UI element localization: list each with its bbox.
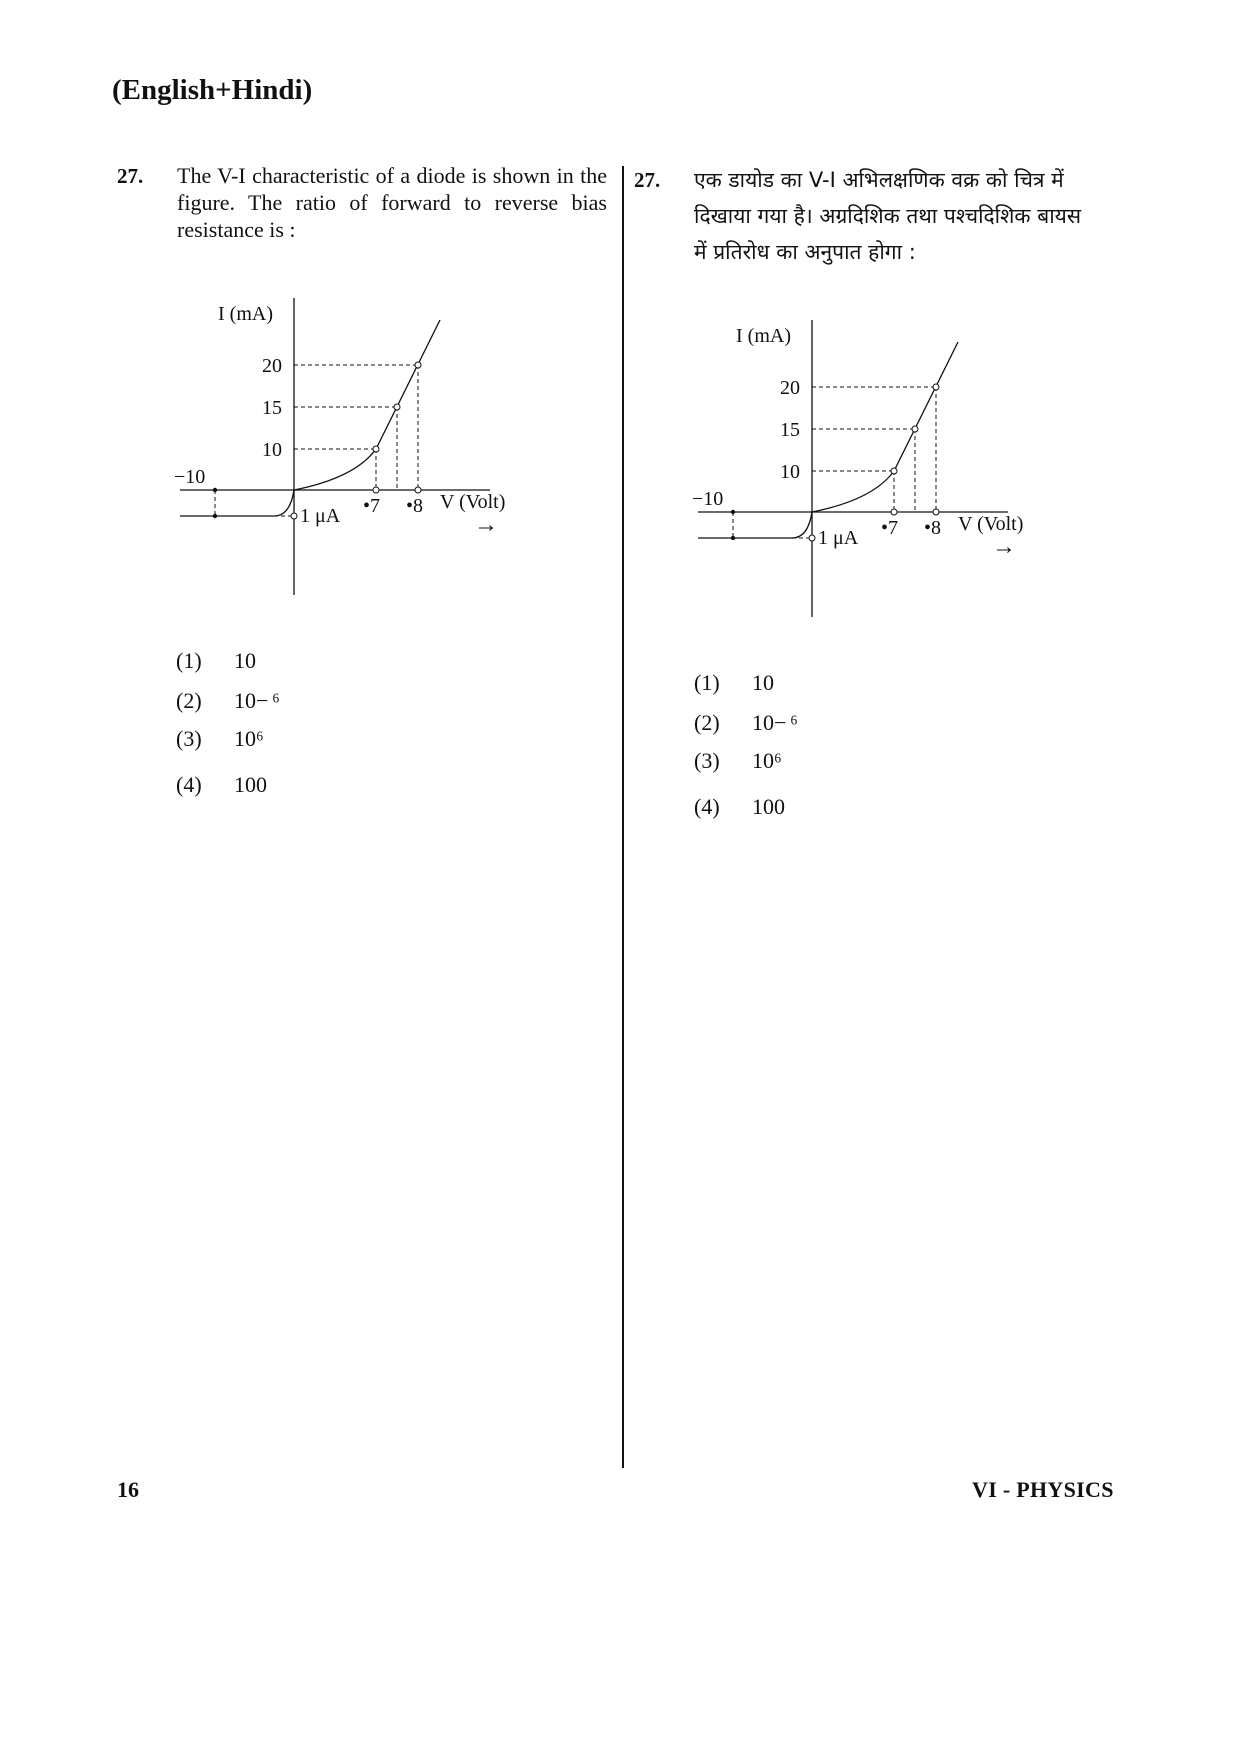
option-label: (3) (694, 748, 720, 773)
question-text-en: The V-I characteristic of a diode is shown in the figure. The ratio of forward to reverse bias resistance is : (177, 163, 607, 242)
data-point (415, 362, 421, 368)
y-tick-label: 10 (780, 461, 800, 483)
option-label: (2) (176, 688, 202, 713)
option-value: 10− ⁶ (234, 688, 280, 713)
option-1-en[interactable] (176, 648, 256, 674)
y-axis-label: I (mA) (218, 303, 273, 325)
option-value: 10 (234, 648, 256, 673)
option-3-en[interactable] (176, 726, 264, 752)
y-tick-label: 20 (780, 377, 800, 399)
option-2-en[interactable] (176, 688, 280, 714)
data-point (415, 487, 421, 493)
option-label: (1) (176, 648, 202, 673)
question-line-hi: एक डायोड का V-I अभिलक्षणिक वक्र को चित्र में (694, 168, 1064, 192)
reverse-voltage-label: −10 (692, 488, 724, 510)
page-header: (English+Hindi) (112, 74, 313, 106)
y-tick-label: 15 (262, 397, 282, 419)
option-label: (3) (176, 726, 202, 751)
option-label: (4) (694, 794, 720, 819)
option-label: (2) (694, 710, 720, 735)
option-3-hi[interactable] (694, 748, 782, 774)
x-axis-label: V (Volt) (958, 513, 1024, 535)
y-tick-label: 10 (262, 439, 282, 461)
data-point (933, 384, 939, 390)
reverse-point (213, 514, 217, 518)
question-number-en: 27. (117, 164, 144, 188)
data-point (394, 404, 400, 410)
reverse-current-label: 1 μA (818, 527, 859, 549)
data-point (291, 513, 297, 519)
data-point (373, 446, 379, 452)
option-value: 10 (752, 670, 774, 695)
question-line-hi: में प्रतिरोध का अनुपात होगा : (694, 240, 916, 264)
data-point (912, 426, 918, 432)
x-tick-label: •7 (881, 517, 899, 539)
x-axis-arrow: → (474, 512, 498, 538)
option-value: 100 (752, 794, 785, 819)
option-value: 10⁶ (752, 748, 782, 773)
reverse-point (731, 510, 735, 514)
option-1-hi[interactable] (694, 670, 774, 696)
reverse-current-label: 1 μA (300, 505, 341, 527)
question-number-hi: 27. (634, 168, 661, 192)
reverse-point (213, 488, 217, 492)
x-axis-label: V (Volt) (440, 491, 506, 513)
option-value: 100 (234, 772, 267, 797)
figure-group (692, 320, 1023, 617)
vi-characteristic-figure-hi (688, 312, 1058, 632)
question-text-hi (694, 162, 1134, 270)
option-label: (4) (176, 772, 202, 797)
option-4-hi[interactable] (694, 794, 785, 820)
y-axis-label: I (mA) (736, 325, 791, 347)
y-tick-label: 20 (262, 355, 282, 377)
data-point (891, 509, 897, 515)
y-tick-label: 15 (780, 419, 800, 441)
figure-group (174, 298, 505, 595)
page-number: 16 (117, 1477, 139, 1502)
x-tick-label: •7 (363, 495, 381, 517)
subject-label: VI - PHYSICS (972, 1477, 1114, 1502)
option-value: 10⁶ (234, 726, 264, 751)
x-tick-label: •8 (924, 517, 942, 539)
question-line-hi: दिखाया गया है। अग्रदिशिक तथा पश्चदिशिक बायस (694, 204, 1082, 228)
reverse-curve (180, 490, 294, 516)
column-divider (622, 166, 624, 1468)
reverse-point (731, 536, 735, 540)
data-point (373, 487, 379, 493)
option-4-en[interactable] (176, 772, 267, 798)
option-2-hi[interactable] (694, 710, 798, 736)
reverse-curve (698, 512, 812, 538)
reverse-voltage-label: −10 (174, 466, 206, 488)
x-tick-label: •8 (406, 495, 424, 517)
option-label: (1) (694, 670, 720, 695)
vi-characteristic-figure-en (170, 290, 540, 610)
x-axis-arrow: → (992, 534, 1016, 560)
data-point (809, 535, 815, 541)
data-point (933, 509, 939, 515)
data-point (891, 468, 897, 474)
option-value: 10− ⁶ (752, 710, 798, 735)
